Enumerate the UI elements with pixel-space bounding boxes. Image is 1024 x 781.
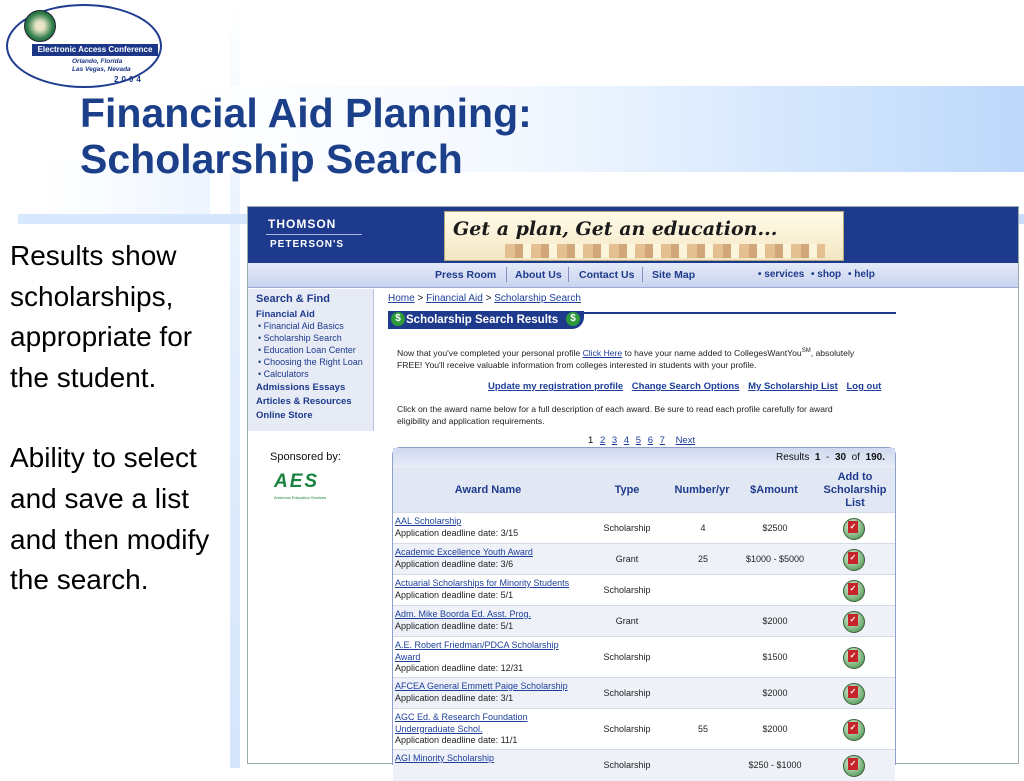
add-to-list-icon[interactable]	[843, 719, 865, 741]
logo-city-2: Las Vegas, Nevada	[72, 66, 131, 73]
award-amount: $2500	[762, 523, 788, 533]
intro-text-part3: , absolutely	[810, 347, 855, 358]
award-cell	[395, 578, 580, 601]
results-title: Scholarship Search Results	[406, 314, 559, 326]
aes-sponsor-logo[interactable]: AES	[274, 471, 320, 492]
header-amount[interactable]: $Amount	[733, 468, 816, 512]
log-out-link[interactable]: Log out	[846, 381, 882, 392]
results-title-bar	[388, 311, 584, 329]
breadcrumb-home[interactable]: Home	[388, 293, 415, 304]
award-cell	[395, 712, 580, 747]
instructions-line-2: eligibility and application requirements.	[397, 416, 545, 426]
intro-text-part2: to have your name added to CollegesWantYou	[622, 347, 802, 358]
award-deadline: Application deadline date: 3/15	[395, 527, 519, 538]
award-amount: $1500	[762, 652, 788, 662]
page-current: 1	[588, 435, 594, 446]
page-link[interactable]: 7	[659, 435, 665, 446]
award-type: Grant	[615, 554, 639, 564]
award-amount: $2000	[762, 688, 788, 698]
nav-press-room[interactable]: Press Room	[435, 269, 497, 281]
dollar-icon: $	[566, 312, 580, 326]
intro-paragraph	[397, 345, 854, 371]
nav-contact-us[interactable]: Contact Us	[579, 269, 635, 281]
nav-help[interactable]: • help	[848, 269, 875, 280]
left-nav-loan-center[interactable]: • Education Loan Center	[258, 345, 356, 355]
left-nav-aid-basics[interactable]: • Financial Aid Basics	[258, 321, 344, 331]
results-of: of	[851, 452, 860, 463]
nav-divider	[568, 267, 569, 282]
brand-petersons[interactable]: PETERSON'S	[270, 239, 345, 250]
left-nav-financial-aid[interactable]: Financial Aid	[256, 309, 315, 320]
award-name-link[interactable]: AAL Scholarship	[395, 516, 462, 526]
page-link[interactable]: 5	[635, 435, 642, 446]
left-nav-heading[interactable]: Search & Find	[256, 293, 330, 305]
award-name-link[interactable]: AFCEA General Emmett Paige Scholarship	[395, 681, 568, 691]
breadcrumb-scholarship-search[interactable]: Scholarship Search	[494, 293, 581, 304]
add-to-list-icon[interactable]	[843, 755, 865, 777]
site-header	[248, 207, 1018, 263]
award-name-link[interactable]: AGC Ed. & Research Foundation Undergraduate Schol.	[395, 712, 528, 734]
award-type: Scholarship	[603, 760, 651, 770]
results-total: 190.	[865, 452, 885, 463]
sponsored-by-label: Sponsored by:	[270, 451, 341, 463]
award-cell	[395, 516, 580, 539]
award-amount: $1000 - $5000	[745, 554, 805, 564]
results-to: 30	[834, 452, 847, 463]
award-deadline: Application deadline date: 12/31	[395, 663, 524, 673]
top-nav	[248, 263, 1018, 288]
conference-logo	[6, 4, 162, 88]
breadcrumb-separator: >	[414, 293, 427, 304]
award-name-link[interactable]: A.E. Robert Friedman/PDCA Scholarship Award	[395, 640, 559, 662]
award-type: Grant	[615, 616, 639, 626]
award-type: Scholarship	[603, 688, 651, 698]
seal-icon	[24, 10, 56, 42]
nav-site-map[interactable]: Site Map	[652, 269, 696, 281]
award-type: Scholarship	[603, 724, 651, 734]
update-profile-link[interactable]: Update my registration profile	[488, 381, 624, 392]
bullet-results: Results show scholarships, appropriate for the student.	[10, 240, 193, 393]
dollar-icon: $	[391, 312, 405, 326]
header-number-yr[interactable]: Number/yr	[671, 468, 734, 512]
left-nav-right-loan[interactable]: • Choosing the Right Loan	[258, 357, 363, 367]
award-cell	[395, 609, 580, 632]
brand-thomson[interactable]: THOMSON	[268, 217, 337, 231]
results-table	[392, 447, 896, 770]
aes-sponsor-subtitle: American Education Services	[274, 495, 327, 500]
page-link[interactable]: 3	[611, 435, 618, 446]
award-name-link[interactable]: Actuarial Scholarships for Minority Students	[395, 578, 570, 588]
header-award-name[interactable]: Award Name	[393, 468, 584, 512]
award-name-link[interactable]: Academic Excellence Youth Award	[395, 547, 533, 557]
award-cell	[395, 547, 580, 570]
add-to-list-icon[interactable]	[843, 518, 865, 540]
left-nav-scholarship-search[interactable]: • Scholarship Search	[258, 333, 342, 343]
header-type[interactable]: Type	[583, 468, 672, 512]
award-cell	[395, 681, 580, 704]
petersons-screenshot	[247, 206, 1019, 770]
table-row	[393, 708, 895, 750]
breadcrumb	[388, 293, 581, 304]
nav-shop[interactable]: • shop	[811, 269, 842, 280]
intro-line-2: FREE! You'll receive valuable information from colleges interested in students with your profile.	[397, 359, 757, 370]
left-nav-admissions-essays[interactable]: Admissions Essays	[256, 382, 346, 393]
table-row	[393, 512, 895, 544]
bullet-list	[10, 236, 225, 641]
add-to-list-icon[interactable]	[843, 549, 865, 571]
logo-city-1: Orlando, Florida	[72, 58, 123, 65]
left-nav	[248, 289, 374, 431]
action-links	[488, 381, 887, 392]
change-search-options-link[interactable]: Change Search Options	[631, 381, 740, 392]
nav-about-us[interactable]: About Us	[515, 269, 562, 281]
award-deadline: Application deadline date: 11/1	[395, 735, 518, 745]
left-nav-online-store[interactable]: Online Store	[256, 410, 313, 421]
breadcrumb-financial-aid[interactable]: Financial Aid	[426, 293, 483, 304]
award-name-link[interactable]: Adm. Mike Boorda Ed. Asst. Prog.	[395, 609, 532, 619]
award-deadline: Application deadline date: 5/1	[395, 589, 514, 600]
table-row	[393, 677, 895, 709]
next-page-link[interactable]: Next	[675, 435, 696, 446]
my-scholarship-list-link[interactable]: My Scholarship List	[748, 381, 838, 392]
logo-year: 2004	[114, 75, 144, 84]
breadcrumb-separator: >	[482, 293, 495, 304]
site-banner	[444, 211, 844, 261]
left-nav-calculators[interactable]: • Calculators	[258, 369, 309, 379]
award-type: Scholarship	[603, 585, 651, 595]
results-count-bar	[393, 448, 895, 468]
banner-text: Get a plan, Get an education...	[453, 218, 778, 240]
award-amount: $2000	[762, 616, 788, 626]
results-count	[776, 452, 885, 463]
slide-title-line-1: Financial Aid Planning:	[80, 90, 532, 136]
slide-title	[80, 90, 780, 182]
add-to-list-icon[interactable]	[843, 647, 865, 669]
add-to-list-icon[interactable]	[843, 611, 865, 633]
table-row	[393, 605, 895, 637]
instructions-line-1: Click on the award name below for a full description of each award. Be sure to read each profile carefully for award	[397, 404, 833, 414]
award-type: Scholarship	[603, 652, 651, 662]
award-number-yr: 4	[700, 523, 706, 533]
nav-divider	[506, 267, 507, 282]
award-deadline: Application deadline date: 5/1	[395, 620, 514, 631]
page-link[interactable]: 2	[599, 435, 606, 446]
logo-band-text: Electronic Access Conference	[32, 44, 158, 56]
page-link[interactable]: 6	[647, 435, 653, 446]
banner-hands-image	[505, 244, 825, 258]
results-from: 1	[814, 452, 821, 463]
instructions-paragraph	[397, 403, 833, 427]
table-row	[393, 749, 895, 781]
award-number-yr: 55	[697, 724, 708, 734]
award-deadline: Application deadline date: 3/1	[395, 692, 514, 703]
left-nav-articles[interactable]: Articles & Resources	[256, 396, 352, 407]
award-name-link[interactable]: AGI Minority Scholarship	[395, 753, 495, 763]
results-dash: -	[826, 452, 830, 463]
table-row	[393, 543, 895, 575]
page-link[interactable]: 4	[623, 435, 630, 446]
bullet-ability: Ability to select and save a list and then modify the search.	[10, 442, 210, 596]
nav-services[interactable]: • services	[758, 269, 805, 280]
award-amount: $2000	[762, 724, 788, 734]
nav-divider	[642, 267, 643, 282]
brand-divider	[266, 234, 362, 235]
award-amount: $250 - $1000	[748, 760, 802, 770]
pagination	[588, 435, 699, 446]
award-number-yr: 25	[697, 554, 708, 564]
click-here-link[interactable]: Click Here	[582, 347, 623, 358]
table-row	[393, 636, 895, 678]
results-title-rule	[584, 312, 896, 314]
award-cell	[395, 753, 580, 765]
intro-text-part1: Now that you've completed your personal profile	[397, 347, 583, 358]
header-add-to-list: Add to Scholarship List	[815, 468, 895, 512]
results-count-label: Results	[775, 452, 810, 463]
add-to-list-icon[interactable]	[843, 683, 865, 705]
service-mark: SM	[801, 348, 811, 354]
award-type: Scholarship	[603, 523, 651, 533]
table-row	[393, 574, 895, 606]
slide-title-line-2: Scholarship Search	[80, 136, 463, 182]
award-deadline: Application deadline date: 3/6	[395, 558, 514, 569]
award-cell	[395, 640, 580, 675]
add-to-list-icon[interactable]	[843, 580, 865, 602]
intro-line-1	[397, 345, 854, 359]
